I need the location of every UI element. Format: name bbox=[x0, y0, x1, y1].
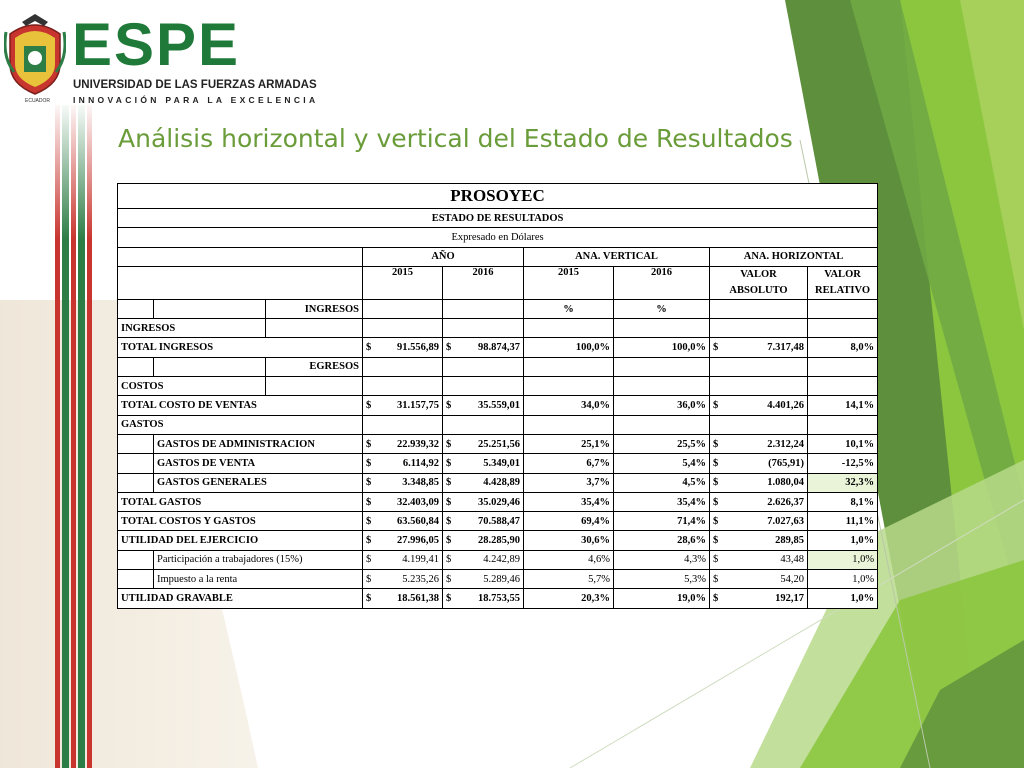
vertical-2016: 28,6% bbox=[614, 531, 710, 550]
vertical-2016: 100,0% bbox=[614, 338, 710, 357]
horizontal-absolute: $ 192,17 bbox=[710, 589, 808, 608]
table-row bbox=[118, 473, 878, 492]
vertical-2016: 4,5% bbox=[614, 473, 710, 492]
year-header: AÑO bbox=[363, 247, 524, 266]
col-v2016: 2016 bbox=[614, 266, 710, 299]
value-2016: $ 35.029,46 bbox=[443, 492, 524, 511]
statement-row bbox=[118, 209, 878, 228]
row-label: GASTOS GENERALES bbox=[154, 473, 363, 492]
value-2015: $ 4.199,41 bbox=[363, 550, 443, 569]
value-2015: $ 91.556,89 bbox=[363, 338, 443, 357]
value-2015: $ 18.561,38 bbox=[363, 589, 443, 608]
vertical-2016: 4,3% bbox=[614, 550, 710, 569]
currency-symbol: $ bbox=[446, 457, 452, 469]
currency-symbol: $ bbox=[713, 438, 719, 450]
currency-symbol: $ bbox=[366, 515, 372, 527]
value-2015: $ 6.114,92 bbox=[363, 454, 443, 473]
vertical-2015: 100,0% bbox=[524, 338, 614, 357]
gastos-row bbox=[118, 415, 878, 434]
ingresos-row bbox=[118, 319, 878, 338]
row-label: GASTOS DE ADMINISTRACION bbox=[154, 434, 363, 453]
horizontal-relative: 1,0% bbox=[808, 550, 878, 569]
slide-title: Análisis horizontal y vertical del Estado de Resultados bbox=[118, 124, 793, 153]
value-2015: $ 22.939,32 bbox=[363, 434, 443, 453]
table-row bbox=[118, 512, 878, 531]
currency-symbol: $ bbox=[713, 457, 719, 469]
row-label: UTILIDAD GRAVABLE bbox=[118, 589, 363, 608]
horizontal-absolute: $ 2.626,37 bbox=[710, 492, 808, 511]
currency-symbol: $ bbox=[446, 400, 452, 412]
ingresos-label: INGRESOS bbox=[118, 319, 266, 338]
col-2015: 2015 bbox=[363, 266, 443, 299]
egresos-header-row bbox=[118, 357, 878, 376]
financial-table-container bbox=[117, 183, 877, 609]
currency-symbol: $ bbox=[446, 477, 452, 489]
currency-symbol: $ bbox=[366, 400, 372, 412]
vertical-2015: 6,7% bbox=[524, 454, 614, 473]
ingresos-section-label: INGRESOS bbox=[266, 299, 363, 318]
row-label: TOTAL GASTOS bbox=[118, 492, 363, 511]
university-name: UNIVERSIDAD DE LAS FUERZAS ARMADAS bbox=[73, 79, 317, 91]
currency-symbol: $ bbox=[366, 592, 372, 604]
currency-note: Expresado en Dólares bbox=[118, 228, 878, 247]
company-name: PROSOYEC bbox=[118, 184, 878, 209]
col-2016: 2016 bbox=[443, 266, 524, 299]
horizontal-relative: 8,1% bbox=[808, 492, 878, 511]
value-2015: $ 27.996,05 bbox=[363, 531, 443, 550]
table-row bbox=[118, 570, 878, 589]
currency-symbol: $ bbox=[446, 535, 452, 547]
currency-symbol: $ bbox=[446, 515, 452, 527]
currency-symbol: $ bbox=[713, 400, 719, 412]
currency-symbol: $ bbox=[446, 438, 452, 450]
vertical-2016: 5,4% bbox=[614, 454, 710, 473]
table-row bbox=[118, 338, 878, 357]
horizontal-relative: 10,1% bbox=[808, 434, 878, 453]
currency-symbol: $ bbox=[713, 573, 719, 585]
vertical-2016: 71,4% bbox=[614, 512, 710, 531]
value-2015: $ 63.560,84 bbox=[363, 512, 443, 531]
table-row bbox=[118, 550, 878, 569]
horizontal-absolute: $ 289,85 bbox=[710, 531, 808, 550]
row-label: Impuesto a la renta bbox=[154, 570, 363, 589]
vertical-2016: 19,0% bbox=[614, 589, 710, 608]
header-row-2 bbox=[118, 266, 878, 299]
value-2016: $ 70.588,47 bbox=[443, 512, 524, 531]
table-row bbox=[118, 454, 878, 473]
value-2015: $ 31.157,75 bbox=[363, 396, 443, 415]
value-2016: $ 28.285,90 bbox=[443, 531, 524, 550]
currency-symbol: $ bbox=[366, 457, 372, 469]
currency-symbol: $ bbox=[366, 554, 372, 566]
currency-symbol: $ bbox=[446, 496, 452, 508]
vertical-2015: 25,1% bbox=[524, 434, 614, 453]
horizontal-relative: 1,0% bbox=[808, 589, 878, 608]
currency-symbol: $ bbox=[713, 592, 719, 604]
currency-symbol: $ bbox=[713, 342, 719, 354]
pct-2015: % bbox=[524, 299, 614, 318]
value-2016: $ 25.251,56 bbox=[443, 434, 524, 453]
espe-logo bbox=[4, 10, 319, 105]
table-title-row bbox=[118, 184, 878, 209]
crest-label: ECUADOR bbox=[25, 98, 51, 104]
vertical-header: ANA. VERTICAL bbox=[524, 247, 710, 266]
table-row bbox=[118, 492, 878, 511]
currency-symbol: $ bbox=[366, 496, 372, 508]
table-row bbox=[118, 396, 878, 415]
currency-symbol: $ bbox=[446, 342, 452, 354]
vertical-2016: 25,5% bbox=[614, 434, 710, 453]
value-2015: $ 5.235,26 bbox=[363, 570, 443, 589]
vertical-2015: 35,4% bbox=[524, 492, 614, 511]
value-2016: $ 5.349,01 bbox=[443, 454, 524, 473]
costos-row bbox=[118, 377, 878, 396]
value-2015: $ 32.403,09 bbox=[363, 492, 443, 511]
vertical-2016: 35,4% bbox=[614, 492, 710, 511]
value-2016: $ 35.559,01 bbox=[443, 396, 524, 415]
horizontal-relative: 11,1% bbox=[808, 512, 878, 531]
row-label: UTILIDAD DEL EJERCICIO bbox=[118, 531, 363, 550]
horizontal-relative: 32,3% bbox=[808, 473, 878, 492]
coat-of-arms-icon bbox=[4, 12, 66, 100]
value-2016: $ 18.753,55 bbox=[443, 589, 524, 608]
income-statement-table bbox=[117, 183, 878, 609]
row-label: Participación a trabajadores (15%) bbox=[154, 550, 363, 569]
currency-symbol: $ bbox=[446, 592, 452, 604]
table-row bbox=[118, 531, 878, 550]
horizontal-absolute: $ 2.312,24 bbox=[710, 434, 808, 453]
pct-2016: % bbox=[614, 299, 710, 318]
horizontal-header: ANA. HORIZONTAL bbox=[710, 247, 878, 266]
horizontal-absolute: $ (765,91) bbox=[710, 454, 808, 473]
currency-symbol: $ bbox=[366, 342, 372, 354]
egresos-section-label: EGRESOS bbox=[266, 357, 363, 376]
vertical-2015: 20,3% bbox=[524, 589, 614, 608]
row-label: GASTOS DE VENTA bbox=[154, 454, 363, 473]
currency-row bbox=[118, 228, 878, 247]
horizontal-absolute: $ 54,20 bbox=[710, 570, 808, 589]
vertical-2015: 30,6% bbox=[524, 531, 614, 550]
currency-symbol: $ bbox=[446, 554, 452, 566]
currency-symbol: $ bbox=[366, 573, 372, 585]
currency-symbol: $ bbox=[713, 515, 719, 527]
motto: INNOVACIÓN PARA LA EXCELENCIA bbox=[73, 95, 319, 105]
vertical-2015: 3,7% bbox=[524, 473, 614, 492]
value-2016: $ 4.428,89 bbox=[443, 473, 524, 492]
horizontal-absolute: $ 43,48 bbox=[710, 550, 808, 569]
table-row bbox=[118, 589, 878, 608]
row-label: TOTAL COSTO DE VENTAS bbox=[118, 396, 363, 415]
col-v2015: 2015 bbox=[524, 266, 614, 299]
value-2016: $ 98.874,37 bbox=[443, 338, 524, 357]
horizontal-absolute: $ 1.080,04 bbox=[710, 473, 808, 492]
vertical-2015: 5,7% bbox=[524, 570, 614, 589]
brand-name: ESPE bbox=[72, 11, 241, 78]
costos-label: COSTOS bbox=[118, 377, 266, 396]
horizontal-absolute: $ 7.317,48 bbox=[710, 338, 808, 357]
currency-symbol: $ bbox=[366, 438, 372, 450]
horizontal-relative: -12,5% bbox=[808, 454, 878, 473]
statement-name: ESTADO DE RESULTADOS bbox=[118, 209, 878, 228]
horizontal-absolute: $ 7.027,63 bbox=[710, 512, 808, 531]
vertical-2015: 34,0% bbox=[524, 396, 614, 415]
col-rel: VALOR RELATIVO bbox=[808, 266, 878, 299]
horizontal-relative: 1,0% bbox=[808, 570, 878, 589]
currency-symbol: $ bbox=[366, 477, 372, 489]
value-2016: $ 5.289,46 bbox=[443, 570, 524, 589]
row-label: TOTAL INGRESOS bbox=[118, 338, 363, 357]
currency-symbol: $ bbox=[713, 535, 719, 547]
currency-symbol: $ bbox=[446, 573, 452, 585]
horizontal-relative: 14,1% bbox=[808, 396, 878, 415]
vertical-2015: 69,4% bbox=[524, 512, 614, 531]
horizontal-relative: 8,0% bbox=[808, 338, 878, 357]
vertical-2016: 5,3% bbox=[614, 570, 710, 589]
col-abs: VALOR ABSOLUTO bbox=[710, 266, 808, 299]
currency-symbol: $ bbox=[713, 477, 719, 489]
vertical-2016: 36,0% bbox=[614, 396, 710, 415]
currency-symbol: $ bbox=[713, 554, 719, 566]
value-2015: $ 3.348,85 bbox=[363, 473, 443, 492]
horizontal-absolute: $ 4.401,26 bbox=[710, 396, 808, 415]
currency-symbol: $ bbox=[366, 535, 372, 547]
vertical-2015: 4,6% bbox=[524, 550, 614, 569]
ingresos-header-row bbox=[118, 299, 878, 318]
row-label: TOTAL COSTOS Y GASTOS bbox=[118, 512, 363, 531]
value-2016: $ 4.242,89 bbox=[443, 550, 524, 569]
header-row-1 bbox=[118, 247, 878, 266]
currency-symbol: $ bbox=[713, 496, 719, 508]
table-row bbox=[118, 434, 878, 453]
horizontal-relative: 1,0% bbox=[808, 531, 878, 550]
gastos-label: GASTOS bbox=[118, 415, 363, 434]
